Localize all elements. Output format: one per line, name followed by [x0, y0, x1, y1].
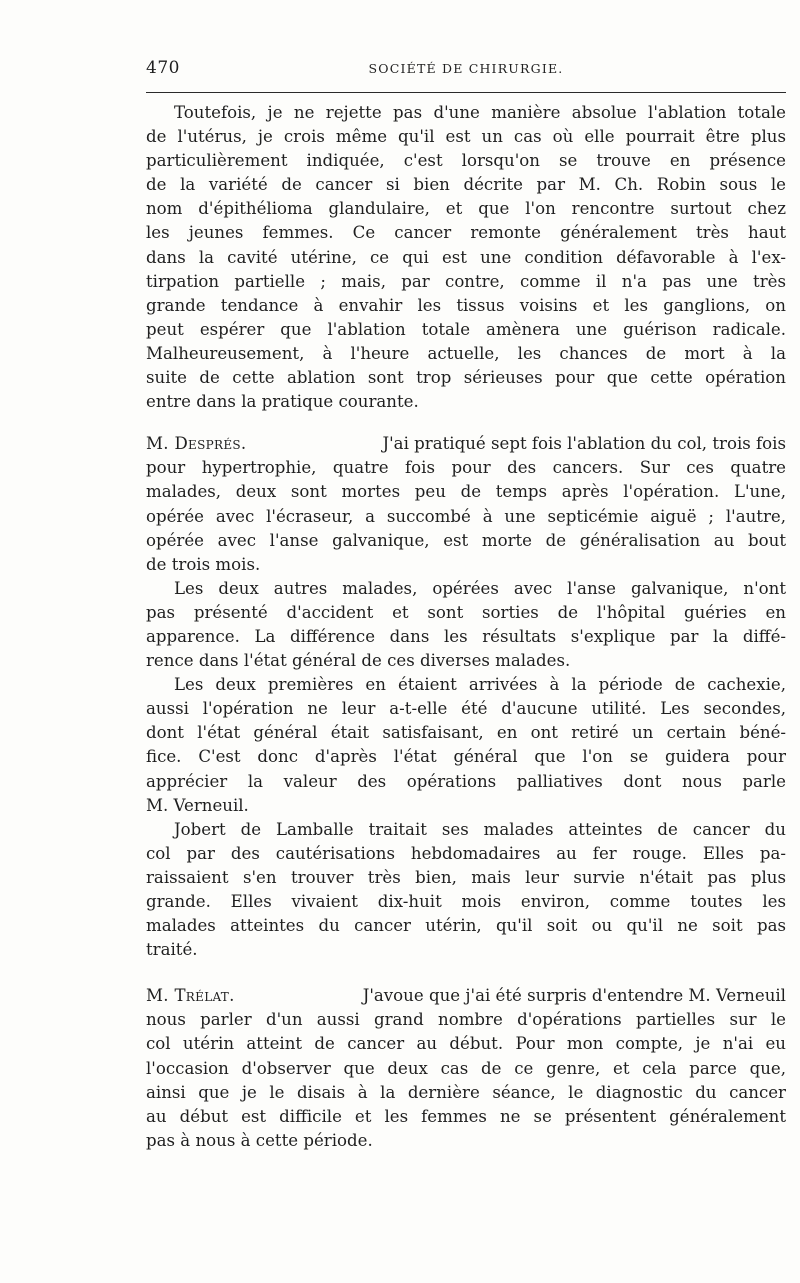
text-line: opérée avec l'anse galvanique, est morte de généralisation au bout	[146, 530, 786, 550]
text-line: Les deux autres malades, opérées avec l'anse galvanique, n'ont	[174, 578, 786, 598]
text-line: Toutefois, je ne rejette pas d'une manière absolue l'ablation totale	[174, 103, 786, 122]
text-line: malades atteintes du cancer utérin, qu'il soit ou qu'il ne soit pas	[146, 916, 786, 936]
text-line: peut espérer que l'ablation totale amènera une guérison radicale.	[146, 319, 786, 339]
paragraph-ablation-totale	[146, 101, 786, 414]
text-line: col par des cautérisations hebdomadaires au fer rouge. Elles pa-	[146, 843, 786, 863]
text-line: particulièrement indiquée, c'est lorsqu'on se trouve en présence	[146, 151, 786, 171]
text-line: col utérin atteint de cancer au début. Pour mon compte, je n'ai eu	[146, 1034, 786, 1054]
text-line: dont l'état général était satisfaisant, en ont retiré un certain béné-	[146, 723, 786, 743]
speaker-line	[146, 984, 786, 1008]
speaker-name: M. Després.	[146, 434, 247, 454]
text-line: M. Verneuil.	[146, 795, 249, 815]
text-line: nous parler d'un aussi grand nombre d'opérations partielles sur le	[146, 1010, 786, 1030]
body-text	[146, 101, 786, 1153]
text-line: Malheureusement, à l'heure actuelle, les chances de mort à la	[146, 343, 786, 363]
journal-title: SOCIÉTÉ DE CHIRURGIE.	[368, 61, 564, 76]
text-line: nom d'épithélioma glandulaire, et que l'on rencontre surtout chez	[146, 199, 786, 219]
speaker-name: M. Trélat.	[146, 986, 235, 1006]
text-line: l'occasion d'observer que deux cas de ce genre, et cela parce que,	[146, 1058, 786, 1078]
text-line: pas à nous à cette période.	[146, 1130, 373, 1150]
header-rule	[146, 92, 786, 93]
section-gap	[146, 962, 786, 984]
text-line: grande. Elles vivaient dix-huit mois environ, comme toutes les	[146, 892, 786, 911]
running-head	[146, 58, 786, 80]
text-line: pas présenté d'accident et sont sorties de l'hôpital guéries en	[146, 602, 786, 622]
speaker-line	[146, 432, 786, 456]
text-line: de la variété de cancer si bien décrite par M. Ch. Robin sous le	[146, 175, 786, 195]
text-line: les jeunes femmes. Ce cancer remonte généralement très haut	[146, 223, 786, 243]
text-line: pour hypertrophie, quatre fois pour des cancers. Sur ces quatre	[146, 458, 786, 478]
remarks-trelat	[146, 984, 786, 1153]
speaker-line-text: J'avoue que j'ai été surpris d'entendre M. Verneuil	[362, 986, 786, 1006]
section-gap	[146, 414, 786, 432]
text-line: ainsi que je le disais à la dernière séance, le diagnostic du cancer	[146, 1082, 786, 1102]
text-line: grande tendance à envahir les tissus voisins et les ganglions, on	[146, 295, 786, 315]
text-line: opérée avec l'écraseur, a succombé à une septicémie aiguë ; l'autre,	[146, 506, 786, 526]
text-line: traité.	[146, 940, 198, 960]
text-line: raissaient s'en trouver très bien, mais leur survie n'était pas plus	[146, 867, 786, 887]
text-line: fice. C'est donc d'après l'état général que l'on se guidera pour	[146, 747, 786, 767]
text-line: apparence. La différence dans les résultats s'explique par la diffé-	[146, 626, 786, 646]
text-line: aussi l'opération ne leur a-t-elle été d'aucune utilité. Les secondes,	[146, 699, 786, 719]
text-line: tirpation partielle ; mais, par contre, comme il n'a pas une très	[146, 271, 786, 291]
page-number: 470	[146, 58, 180, 78]
text-line: suite de cette ablation sont trop sérieuses pour que cette opération	[146, 368, 786, 388]
text-line: entre dans la pratique courante.	[146, 392, 419, 412]
text-line: de trois mois.	[146, 554, 261, 574]
text-line: rence dans l'état général de ces diverses malades.	[146, 651, 571, 671]
remarks-despres	[146, 432, 786, 962]
text-line: au début est difficile et les femmes ne se présentent généralement	[146, 1106, 786, 1126]
text-line: apprécier la valeur des opérations palliatives dont nous parle	[146, 771, 786, 791]
text-line: de l'utérus, je crois même qu'il est un cas où elle pourrait être plus	[146, 127, 786, 147]
text-line: Jobert de Lamballe traitait ses malades atteintes de cancer du	[174, 819, 786, 839]
text-line: dans la cavité utérine, ce qui est une condition défavorable à l'ex-	[146, 247, 786, 267]
text-line: Les deux premières en étaient arrivées à la période de cachexie,	[174, 675, 786, 695]
speaker-line-text: J'ai pratiqué sept fois l'ablation du col, trois fois	[382, 434, 786, 454]
text-line: malades, deux sont mortes peu de temps après l'opération. L'une,	[146, 482, 786, 502]
